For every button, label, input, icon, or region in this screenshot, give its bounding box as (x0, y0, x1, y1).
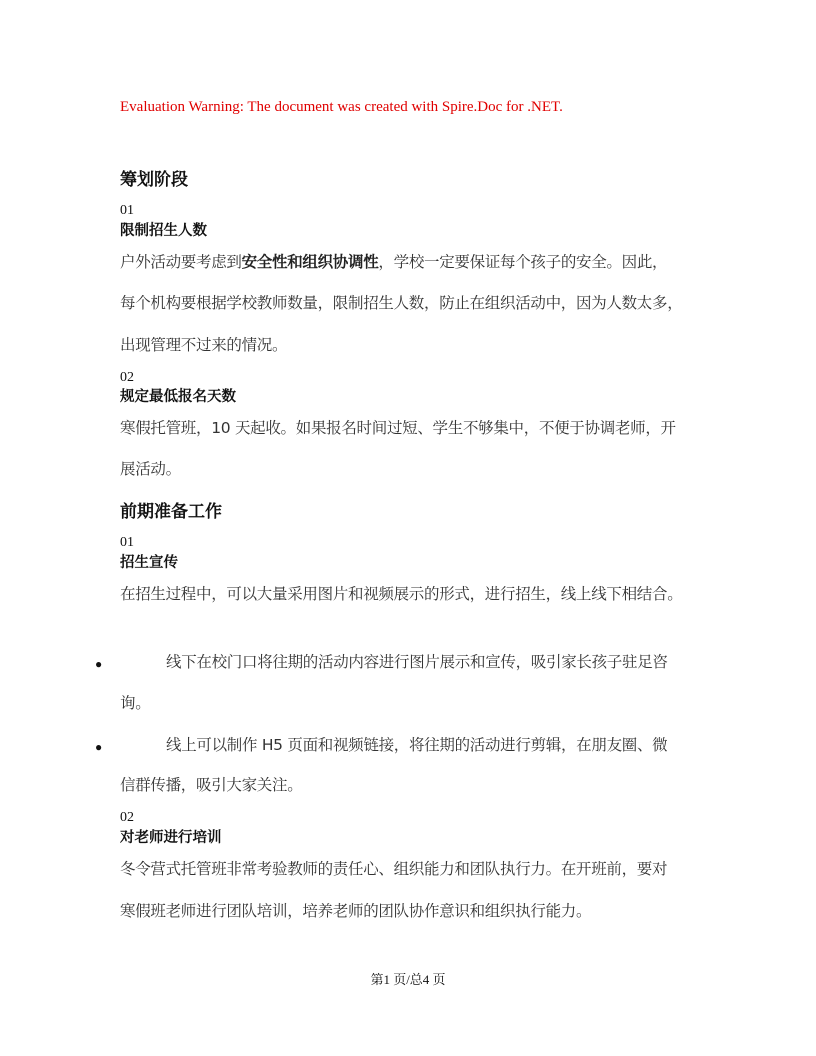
item-heading: 对老师进行培训 (120, 829, 222, 846)
section-title: 前期准备工作 (120, 502, 222, 522)
paragraph-line: 寒假托管班，10 天起收。如果报名时间过短、学生不够集中，不便于协调老师，开 (120, 419, 676, 437)
paragraph-line: 出现管理不过来的情况。 (120, 336, 288, 354)
item-number: 01 (120, 535, 134, 550)
item-heading: 限制招生人数 (120, 222, 207, 239)
bullet-icon: ● (95, 657, 103, 671)
section-title: 筹划阶段 (120, 170, 188, 190)
item-heading: 招生宣传 (120, 554, 178, 571)
bold-text: 安全性和组织协调性 (241, 253, 379, 271)
text-segment: ，学校一定要保证每个孩子的安全。因此， (378, 253, 668, 271)
item-number: 02 (120, 810, 134, 825)
paragraph-line (120, 252, 667, 272)
item-number: 01 (120, 203, 134, 218)
item-heading: 规定最低报名天数 (120, 388, 236, 405)
bullet-line: 线上可以制作 H5 页面和视频链接，将往期的活动进行剪辑，在朋友圈、微 (166, 736, 668, 754)
paragraph-line: 每个机构要根据学校教师数量，限制招生人数，防止在组织活动中，因为人数太多， (120, 294, 683, 312)
bullet-line: 线下在校门口将往期的活动内容进行图片展示和宣传，吸引家长孩子驻足咨 (166, 653, 668, 671)
bullet-icon: ● (95, 740, 103, 754)
paragraph-line: 展活动。 (120, 460, 181, 478)
paragraph-line: 寒假班老师进行团队培训，培养老师的团队协作意识和组织执行能力。 (120, 902, 592, 920)
bullet-line: 询。 (120, 694, 151, 712)
text-segment: 户外活动要考虑到 (120, 253, 242, 271)
paragraph-line: 在招生过程中，可以大量采用图片和视频展示的形式，进行招生，线上线下相结合。 (120, 585, 683, 603)
evaluation-warning: Evaluation Warning: The document was created with Spire.Doc for .NET. (120, 99, 563, 115)
paragraph-line: 冬令营式托管班非常考验教师的责任心、组织能力和团队执行力。在开班前，要对 (120, 860, 668, 878)
page-footer: 第1 页/总4 页 (370, 972, 446, 987)
bullet-line: 信群传播，吸引大家关注。 (120, 776, 303, 794)
item-number: 02 (120, 370, 134, 385)
